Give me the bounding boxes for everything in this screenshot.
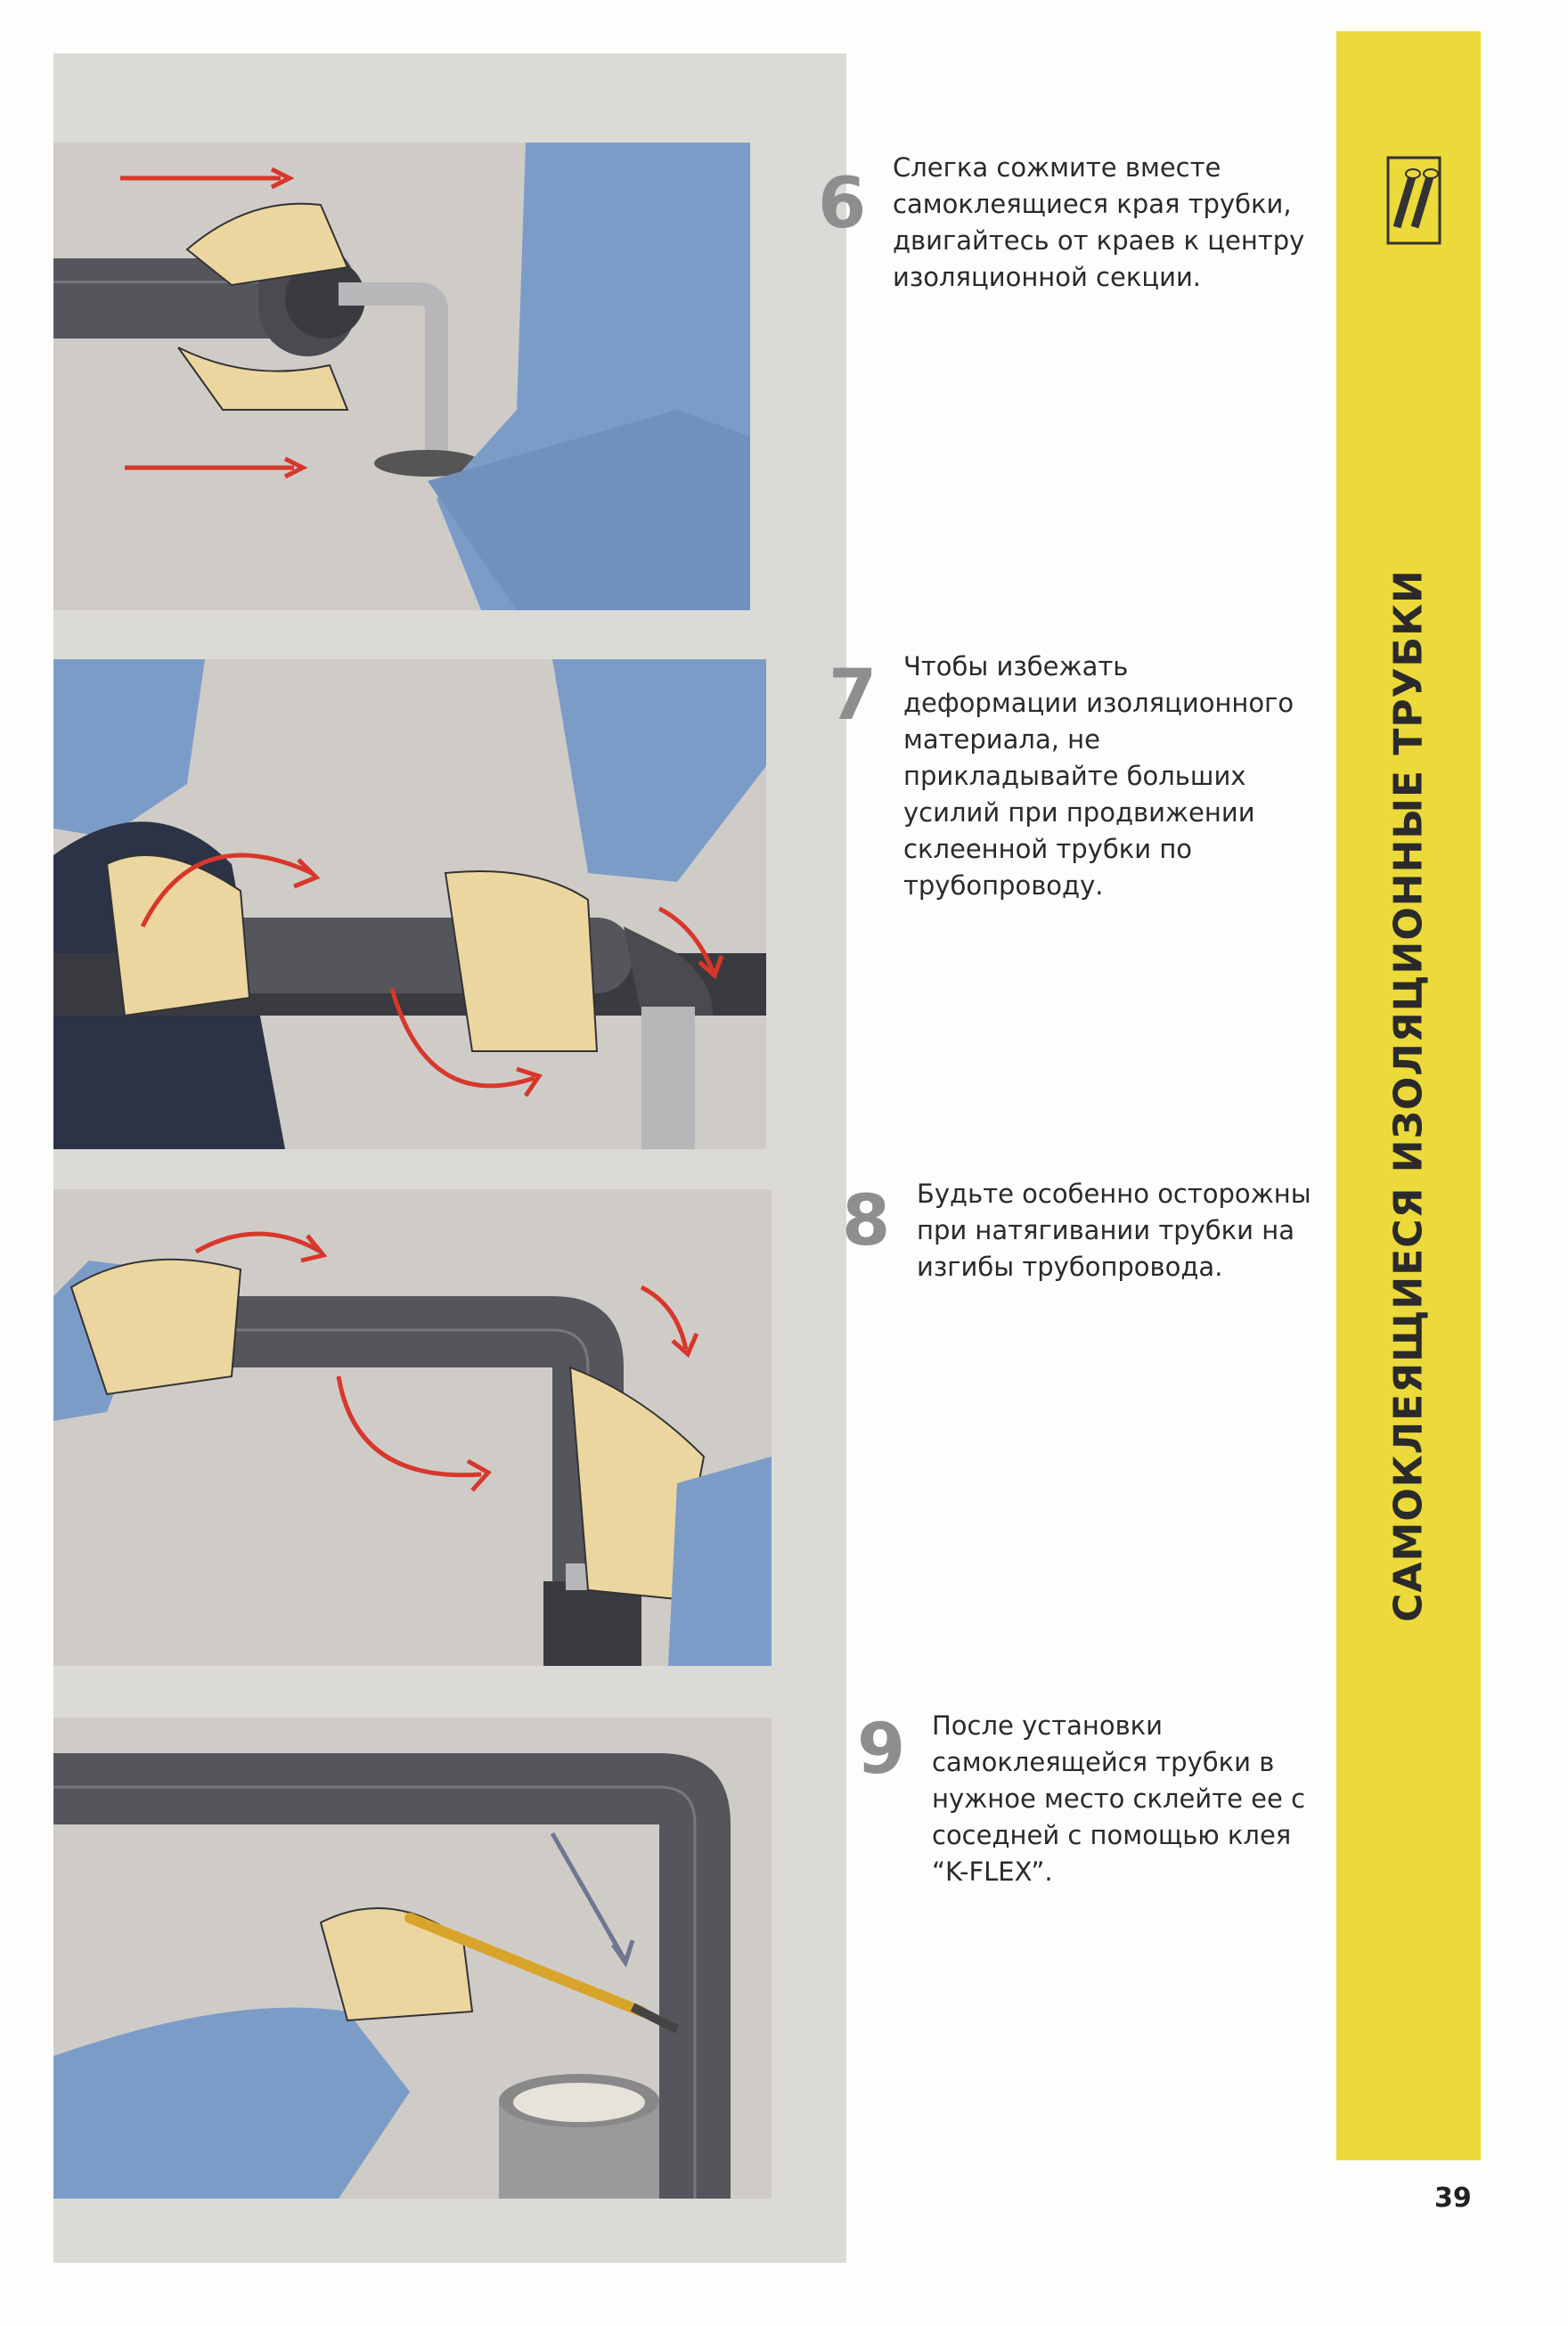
step-number: 9 bbox=[857, 1710, 906, 1790]
step-number: 8 bbox=[842, 1181, 891, 1261]
section-sidebar bbox=[1336, 31, 1481, 2160]
illustration-step-6 bbox=[53, 143, 750, 610]
illustration-step-6-drawing bbox=[53, 143, 750, 610]
illustration-step-8 bbox=[53, 1189, 772, 1666]
step-number: 6 bbox=[818, 164, 867, 244]
page-number: 39 bbox=[1434, 2183, 1472, 2214]
step-number: 7 bbox=[829, 656, 878, 736]
step-8 bbox=[842, 1176, 1311, 1285]
illustration-step-7-drawing bbox=[53, 659, 766, 1149]
step-7 bbox=[829, 649, 1294, 904]
step-text: Слегка сожмите вместе самоклеящиеся края трубки, двигайтесь от краев к центру изоляционной секции. bbox=[893, 152, 1305, 292]
step-text: После установки самоклеящейся трубки в нужное место склейте ее с соседней с помощью клея “K-FLEX”. bbox=[932, 1710, 1306, 1887]
illustration-step-9-drawing bbox=[53, 1718, 772, 2199]
step-9 bbox=[857, 1708, 1305, 1890]
section-title: САМОКЛЕЯЩИЕСЯ ИЗОЛЯЦИОННЫЕ ТРУБКИ bbox=[1385, 569, 1432, 1622]
illustration-step-8-drawing bbox=[53, 1189, 772, 1666]
step-text: Будьте особенно осторожны при натягивании трубки на изгибы трубопровода. bbox=[917, 1179, 1311, 1282]
insulation-tubes-icon bbox=[1386, 156, 1441, 245]
illustration-step-9 bbox=[53, 1718, 772, 2199]
step-text: Чтобы избежать деформации изоляционного материала, не прикладывайте больших усилий при продвижении склеенной трубки по трубопроводу. bbox=[903, 651, 1294, 901]
illustration-step-7 bbox=[53, 659, 766, 1149]
step-6 bbox=[818, 150, 1304, 296]
